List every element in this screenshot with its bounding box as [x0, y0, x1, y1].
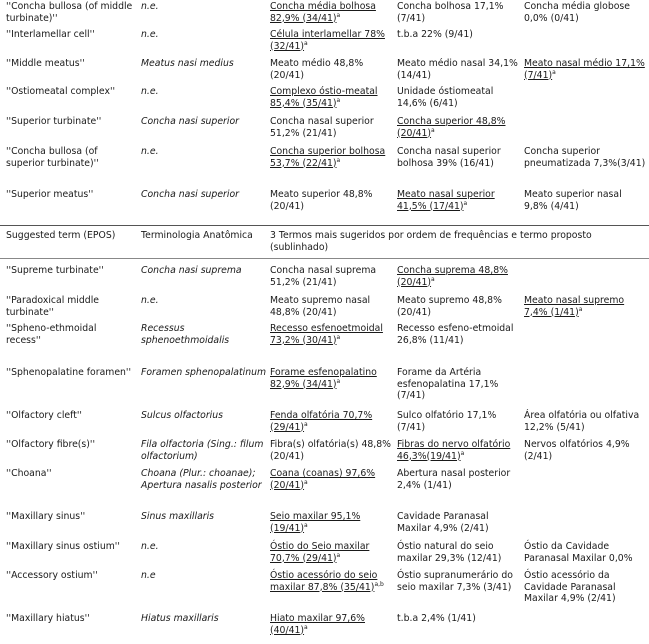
suggestion-3 — [524, 58, 648, 81]
suggestion-text: Forame esfenopalatino 82,9% (34/41) — [270, 367, 377, 390]
footnote-mark: a — [336, 333, 341, 341]
footnote-mark: a — [304, 39, 308, 47]
suggestion-2 — [397, 570, 521, 593]
suggestion-text: Unidade óstiomeatal 14,6% (6/41) — [397, 86, 494, 109]
suggestion-2 — [397, 323, 521, 346]
term-epos: ''Maxillary hiatus'' — [6, 613, 90, 624]
term-epos: ''Spheno-ethmoidal recess'' — [6, 323, 97, 346]
suggestion-text: Coana (coanas) 97,6% (20/41) — [270, 468, 376, 491]
suggestion-2 — [397, 410, 521, 433]
footnote-mark: a — [578, 305, 583, 313]
suggestion-1 — [270, 189, 394, 212]
suggestion-1 — [270, 265, 394, 288]
term-anatomic: Concha nasi suprema — [141, 265, 242, 276]
suggestion-text: Abertura nasal posterior 2,4% (1/41) — [397, 468, 511, 491]
suggestion-text: Célula interlamellar 78% (32/41) — [270, 29, 385, 52]
footnote-mark: a — [304, 521, 308, 529]
suggestion-1 — [270, 116, 394, 139]
suggestion-text: Meato nasal superior 41,5% (17/41) — [397, 189, 495, 212]
suggestion-text: Meato médio 48,8% (20/41) — [270, 58, 364, 81]
footnote-mark: a — [431, 275, 435, 283]
suggestion-3 — [524, 295, 648, 318]
section-divider — [0, 225, 649, 226]
suggestion-1 — [270, 511, 394, 534]
suggestion-text: Concha superior 48,8% (20/41) — [397, 116, 506, 139]
suggestion-2 — [397, 58, 521, 81]
suggestion-2 — [397, 367, 521, 402]
suggestion-2 — [397, 146, 521, 169]
suggestion-text: Sulco olfatório 17,1% (7/41) — [397, 410, 497, 433]
term-epos: ''Maxillary sinus ostium'' — [6, 541, 120, 552]
suggestion-text: Meato nasal médio 17,1% (7/41) — [524, 58, 645, 81]
suggestion-1 — [270, 613, 394, 636]
term-epos: ''Choana'' — [6, 468, 52, 479]
suggestion-text: Concha nasal suprema 51,2% (21/41) — [270, 265, 377, 288]
suggestion-text: Concha nasal superior 51,2% (21/41) — [270, 116, 374, 139]
term-epos: ''Superior meatus'' — [6, 189, 94, 200]
suggestion-text: Nervos olfatórios 4,9% (2/41) — [524, 439, 630, 462]
suggestion-1 — [270, 323, 394, 346]
suggestion-text: Concha média bolhosa 82,9% (34/41) — [270, 1, 376, 24]
suggestion-2 — [397, 613, 521, 625]
footnote-mark: a — [336, 377, 341, 385]
suggestion-text: Seio maxilar 95,1% (19/41) — [270, 511, 361, 534]
suggestion-text: Óstio supranumerário do seio maxilar 7,3% (3/41) — [397, 570, 513, 593]
term-anatomic: Hiatus maxillaris — [141, 613, 219, 624]
term-anatomic: n.e. — [141, 146, 159, 157]
suggestion-2 — [397, 265, 521, 288]
term-epos: ''Interlamellar cell'' — [6, 29, 95, 40]
term-anatomic: Choana (Plur.: choanae); Apertura nasalis posterior — [141, 468, 262, 491]
term-epos: ''Olfactory cleft'' — [6, 410, 82, 421]
term-anatomic: n.e. — [141, 86, 159, 97]
term-epos: ''Maxillary sinus'' — [6, 511, 86, 522]
term-epos: ''Supreme turbinate'' — [6, 265, 104, 276]
suggestion-3 — [524, 570, 648, 605]
term-epos: ''Paradoxical middle turbinate'' — [6, 295, 99, 318]
suggestion-text: Óstio natural do seio maxilar 29,3% (12/41) — [397, 541, 502, 564]
suggestion-2 — [397, 295, 521, 318]
suggestion-1 — [270, 58, 394, 81]
term-epos: ''Olfactory fibre(s)'' — [6, 439, 96, 450]
suggestion-1 — [270, 570, 394, 593]
suggestion-text: Meato superior nasal 9,8% (4/41) — [524, 189, 622, 212]
suggestion-1 — [270, 439, 394, 462]
header-top-terms: 3 Termos mais sugeridos por ordem de frequências e termo proposto (sublinhado) — [270, 230, 592, 253]
suggestion-text: t.b.a 2,4% (1/41) — [397, 613, 476, 624]
header-divider — [0, 258, 649, 259]
suggestion-text: Óstio do Seio maxilar 70,7% (29/41) — [270, 541, 370, 564]
suggestion-1 — [270, 410, 394, 433]
suggestion-2 — [397, 1, 521, 24]
suggestion-text: Área olfatória ou olfativa 12,2% (5/41) — [524, 410, 640, 433]
suggestion-1 — [270, 29, 394, 52]
suggestion-text: Recesso esfenoetmoidal 73,2% (30/41) — [270, 323, 383, 346]
term-epos: ''Concha bullosa (of middle turbinate)'' — [6, 1, 133, 24]
term-epos: ''Ostiomeatal complex'' — [6, 86, 116, 97]
suggestion-3 — [524, 1, 648, 24]
term-anatomic: n.e — [141, 570, 156, 581]
suggestion-2 — [397, 86, 521, 109]
suggestion-text: Fibra(s) olfatória(s) 48,8% (20/41) — [270, 439, 391, 462]
suggestion-text: Meato superior 48,8% (20/41) — [270, 189, 373, 212]
suggestion-2 — [397, 511, 521, 534]
footnote-mark: a — [336, 11, 341, 19]
suggestion-2 — [397, 541, 521, 564]
suggestion-text: Meato supremo 48,8% (20/41) — [397, 295, 502, 318]
suggestion-1 — [270, 146, 394, 169]
suggestion-2 — [397, 29, 521, 41]
suggestion-text: Meato médio nasal 34,1% (14/41) — [397, 58, 518, 81]
suggestion-1 — [270, 86, 394, 109]
suggestion-text: Concha superior pneumatizada 7,3%(3/41) — [524, 146, 646, 169]
suggestion-text: Fenda olfatória 70,7% (29/41) — [270, 410, 373, 433]
suggestion-text: Óstio acessório do seio maxilar 87,8% (35/41) — [270, 570, 378, 593]
term-epos: ''Sphenopalatine foramen'' — [6, 367, 132, 378]
footnote-mark: a,b — [374, 580, 384, 588]
suggestion-2 — [397, 468, 521, 491]
suggestion-1 — [270, 1, 394, 24]
term-anatomic: Fila olfactoria (Sing.: filum olfactorium) — [141, 439, 264, 462]
footnote-mark: a — [336, 551, 341, 559]
suggestion-text: Concha superior bolhosa 53,7% (22/41) — [270, 146, 386, 169]
header-suggested-term: Suggested term (EPOS) — [6, 230, 116, 241]
term-anatomic: Foramen sphenopalatinum — [141, 367, 267, 378]
term-anatomic: Recessus sphenoethmoidalis — [141, 323, 230, 346]
term-anatomic: Concha nasi superior — [141, 116, 239, 127]
suggestion-1 — [270, 295, 394, 318]
suggestion-3 — [524, 146, 648, 169]
suggestion-2 — [397, 116, 521, 139]
term-anatomic: n.e. — [141, 1, 159, 12]
suggestion-text: Hiato maxilar 97,6% (40/41) — [270, 613, 365, 636]
suggestion-1 — [270, 367, 394, 390]
suggestion-3 — [524, 410, 648, 433]
suggestion-3 — [524, 439, 648, 462]
suggestion-2 — [397, 439, 521, 462]
term-anatomic: Sulcus olfactorius — [141, 410, 224, 421]
suggestion-text: Concha suprema 48,8% (20/41) — [397, 265, 508, 288]
term-anatomic: Sinus maxillaris — [141, 511, 215, 522]
suggestion-text: Meato nasal supremo 7,4% (1/41) — [524, 295, 625, 318]
suggestion-text: Cavidade Paranasal Maxilar 4,9% (2/41) — [397, 511, 489, 534]
suggestion-text: Concha bolhosa 17,1% (7/41) — [397, 1, 504, 24]
footnote-mark: a — [336, 156, 341, 164]
suggestion-text: Concha nasal superior bolhosa 39% (16/41) — [397, 146, 501, 169]
footnote-mark: a — [304, 623, 308, 631]
term-anatomic: n.e. — [141, 29, 159, 40]
suggestion-text: Recesso esfeno-etmoidal 26,8% (11/41) — [397, 323, 514, 346]
suggestion-text: Complexo óstio-meatal 85,4% (35/41) — [270, 86, 378, 109]
suggestion-text: Óstio da Cavidade Paranasal Maxilar 0,0% — [524, 541, 633, 564]
suggestion-2 — [397, 189, 521, 212]
suggestion-text: Concha média globose 0,0% (0/41) — [524, 1, 630, 24]
term-epos: ''Middle meatus'' — [6, 58, 85, 69]
term-anatomic: Concha nasi superior — [141, 189, 239, 200]
term-anatomic: Meatus nasi medius — [141, 58, 234, 69]
footnote-mark: a — [463, 199, 468, 207]
footnote-mark: a — [304, 478, 308, 486]
suggestion-3 — [524, 189, 648, 212]
footnote-mark: a — [431, 126, 435, 134]
suggestion-text: Fibras do nervo olfatório 46,3%(19/41) — [397, 439, 511, 462]
suggestion-text: Forame da Artéria esfenopalatina 17,1% (7/41) — [397, 367, 499, 401]
suggestion-text: t.b.a 22% (9/41) — [397, 29, 473, 40]
suggestion-3 — [524, 541, 648, 564]
suggestion-1 — [270, 468, 394, 491]
header-terminologia: Terminologia Anatômica — [141, 230, 253, 241]
footnote-mark: a — [304, 420, 308, 428]
term-anatomic: n.e. — [141, 541, 159, 552]
term-epos: ''Accessory ostium'' — [6, 570, 98, 581]
term-anatomic: n.e. — [141, 295, 159, 306]
footnote-mark: a — [552, 68, 556, 76]
suggestion-text: Óstio acessório da Cavidade Paranasal Maxilar 4,9% (2/41) — [524, 570, 616, 604]
footnote-mark: a — [336, 96, 341, 104]
suggestion-1 — [270, 541, 394, 564]
footnote-mark: a — [460, 449, 465, 457]
term-epos: ''Superior turbinate'' — [6, 116, 102, 127]
suggestion-text: Meato supremo nasal 48,8% (20/41) — [270, 295, 371, 318]
term-epos: ''Concha bullosa (of superior turbinate)'' — [6, 146, 99, 169]
